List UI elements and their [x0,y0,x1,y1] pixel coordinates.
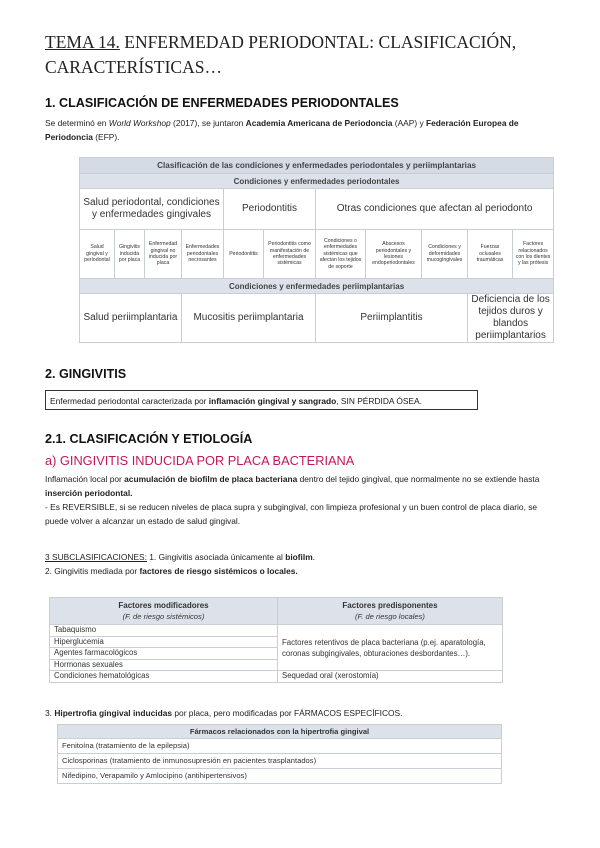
periodontal-subheader: Condiciones y enfermedades periodontales [80,174,554,189]
predisposing-subtitle: (F. de riesgo locales) [355,612,425,621]
group-other-conditions: Otras condiciones que afectan al periodonto [316,189,554,230]
section-1-intro [45,116,560,144]
subclassifications [45,550,560,578]
modifier-item: Condiciones hematológicas [50,671,278,683]
gingivitis-definition-box [45,390,478,410]
subcolumn-cell: Periodontitis [224,230,264,279]
section-3-line [45,706,560,720]
line-text: por placa, pero modificadas por FÁRMACOS ESPECÍFICOS. [172,708,403,718]
paragraph-bold: acumulación de biofilm de placa bacteriana [124,474,298,484]
topic-number: TEMA 14. [45,32,120,52]
modifiers-header [50,598,278,625]
topic-title: ENFERMEDAD PERIODONTAL: CLASIFICACIÓN, CARACTERÍSTICAS… [45,32,517,77]
subclass-label: 3 SUBCLASIFICACIONES: [45,552,147,562]
predisposing-header [278,598,503,625]
intro-text: Se determinó en [45,118,109,128]
definition-bold: inflamación gingival y sangrado [208,396,337,406]
reversible-text: - Es REVERSIBLE, si se reducen niveles de placa supra y subgingival, con limpieza profesional y un buen control de placa diario, se puede volver a alcanzar un estado de salud gingival. [45,502,538,526]
subclass-bold: biofilm [285,552,313,562]
paragraph-bold: inserción periodontal. [45,488,133,498]
document-title [45,30,565,80]
implant-mucositis: Mucositis periimplantaria [182,294,316,343]
intro-bold: Federación Europea de Periodoncia [45,118,519,142]
intro-bold: Academia Americana de Periodoncia [245,118,393,128]
subcolumn-cell: Salud gingival y periodontal [80,230,115,279]
subclass-text: . [312,552,315,562]
drugs-header: Fármacos relacionados con la hipertrofia gingival [58,725,502,739]
intro-italic: World Workshop [108,118,171,128]
subcolumn-cell: Periodontitis como manifestación de enfermedades sistémicas [264,230,316,279]
drugs-table [57,724,502,784]
group-periodontitis: Periodontitis [224,189,316,230]
section-1-heading: 1. CLASIFICACIÓN DE ENFERMEDADES PERIODONTALES [45,96,399,110]
subcolumn-cell: Factores relacionados con los dientes y las prótesis [513,230,554,279]
modifier-item: Agentes farmacológicos [50,648,278,660]
group-health-gingival: Salud periodontal, condiciones y enfermedades gingivales [80,189,224,230]
subcolumn-cell: Fuerzas oclusales traumáticas [468,230,513,279]
drug-row: Nifedipino, Verapamilo y Amlocipino (antihipertensivos) [58,769,502,784]
drug-row: Ciclosporinas (tratamiento de inmunosupresión en pacientes trasplantados) [58,754,502,769]
definition-text: , SIN PÉRDIDA ÓSEA. [336,396,422,406]
implant-deficiency: Deficiencia de los tejidos duros y blandos periimplantarios [468,294,554,343]
section-21-heading: 2.1. CLASIFICACIÓN Y ETIOLOGÍA [45,432,253,446]
modifier-item: Hormonas sexuales [50,659,278,671]
classification-title: Clasificación de las condiciones y enfermedades periodontales y periimplantarias [80,158,554,174]
implant-health: Salud periimplantaria [80,294,182,343]
line-text: 3. [45,708,55,718]
classification-table [79,157,554,343]
subcolumn-cell: Abscesos periodontales y lesiones endoperiodontales [366,230,422,279]
line-bold: Hipertrofia gingival inducidas [54,708,173,718]
plaque-gingivitis-subheading: a) GINGIVITIS INDUCIDA POR PLACA BACTERIANA [45,453,355,468]
subcolumn-cell: Enfermedades periodontales necrosantes [182,230,224,279]
subcolumn-cell: Enfermedad gingival no inducida por placa [145,230,182,279]
subclass-bold: factores de riesgo sistémicos o locales. [139,566,298,576]
subcolumn-cell: Condiciones y deformidades mucogingivales [422,230,468,279]
predisposing-item: Sequedad oral (xerostomía) [278,671,503,683]
subclass-text: 1. Gingivitis asociada únicamente al [146,552,286,562]
implant-periimplantitis: Periimplantitis [316,294,468,343]
modifiers-title: Factores modificadores [118,601,209,610]
intro-text: (EFP). [92,132,120,142]
subcolumn-cell: Gingivitis inducida por placa [115,230,145,279]
plaque-paragraph [45,472,560,528]
predisposing-title: Factores predisponentes [342,601,438,610]
periimplant-subheader: Condiciones y enfermedades periimplantarias [80,279,554,294]
intro-text: (AAP) y [392,118,426,128]
predisposing-item: Factores retentivos de placa bacteriana (p.ej. aparatología, coronas subgingivales, obturaciones desbordantes…). [278,625,503,671]
risk-factors-table [49,597,503,683]
modifier-item: Hiperglucemia [50,636,278,648]
modifiers-subtitle: (F. de riesgo sistémicos) [122,612,205,621]
subcolumn-cell: Condiciones o enfermedades sistémicas que afectan los tejidos de soporte [316,230,366,279]
definition-text: Enfermedad periodontal caracterizada por [50,396,209,406]
subclass-text: 2. Gingivitis mediada por [45,566,140,576]
intro-text: (2017), se juntaron [170,118,246,128]
drug-row: Fenitoína (tratamiento de la epilepsia) [58,739,502,754]
paragraph-text: dentro del tejido gingival, que normalmente no se extiende hasta [297,474,540,484]
paragraph-text: Inflamación local por [45,474,125,484]
modifier-item: Tabaquismo [50,625,278,637]
section-2-heading: 2. GINGIVITIS [45,367,127,381]
